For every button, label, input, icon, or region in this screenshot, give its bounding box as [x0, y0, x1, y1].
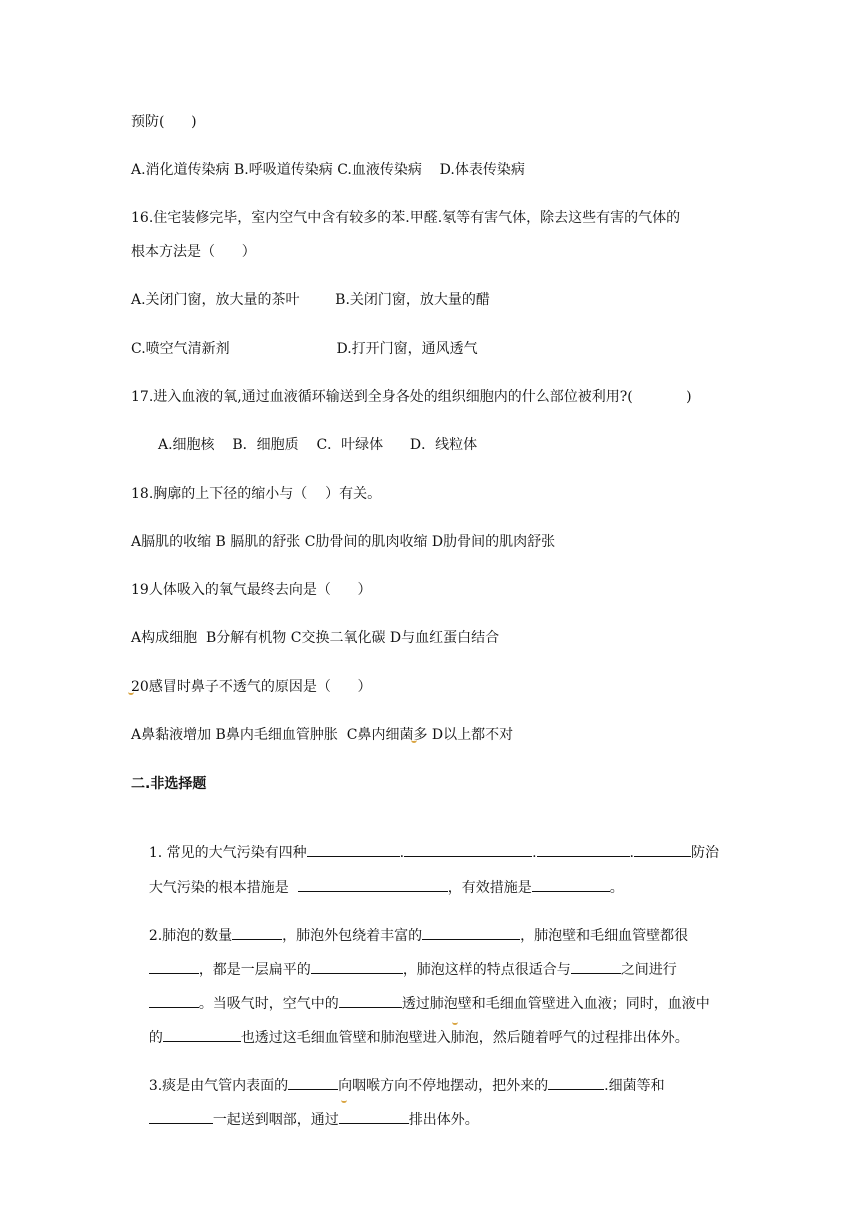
- answer-blank[interactable]: [537, 842, 630, 857]
- answer-blank[interactable]: [634, 842, 691, 857]
- fill-question-3-line-1: 3.痰是由气管内表面的 向咽喉方向不停地摆动，把外来的 .细菌等和: [131, 1055, 665, 1116]
- answer-blank[interactable]: [307, 842, 400, 857]
- question-16-options-cd: C.喷空气清新剂 D.打开门窗，通风透气: [131, 341, 478, 357]
- answer-blank[interactable]: [548, 1075, 604, 1090]
- question-18-stem: 18.胸廓的上下径的缩小与（ ）有关。: [131, 486, 382, 502]
- question-15-stem-tail: 预防( ): [131, 114, 197, 130]
- answer-blank[interactable]: [288, 1075, 338, 1090]
- fill-question-2-line-2: ，都是一层扁平的 ，肺泡这样的特点很适合与 之间进行: [131, 939, 677, 1000]
- answer-blank[interactable]: [339, 1109, 409, 1124]
- answer-blank[interactable]: [149, 993, 199, 1008]
- question-17-stem: 17.进入血液的氧,通过血液循环输送到全身各处的组织细胞内的什么部位被利用?( ): [131, 389, 692, 405]
- question-20-options: A鼻黏液增加 B鼻内毛细血管肿胀 C鼻内细菌多 D以上都不对: [131, 727, 514, 743]
- answer-blank[interactable]: [339, 993, 402, 1008]
- fill-question-3-line-2: 一起送到咽部，通过 排出体外。: [131, 1089, 479, 1150]
- answer-blank[interactable]: [311, 959, 403, 974]
- answer-blank[interactable]: [163, 1027, 241, 1042]
- answer-blank[interactable]: [149, 1109, 213, 1124]
- question-19-stem: 19人体吸入的氧气最终去向是（ ）: [131, 582, 372, 598]
- question-16-options-ab: A.关闭门窗，放大量的茶叶 B.关闭门窗，放大量的醋: [131, 292, 490, 308]
- answer-blank[interactable]: [422, 925, 520, 940]
- fill-question-1-line-2: 大气污染的根本措施是 ，有效措施是 。: [131, 857, 624, 918]
- answer-blank[interactable]: [404, 842, 532, 857]
- answer-blank[interactable]: [232, 925, 282, 940]
- question-15-options: A.消化道传染病 B.呼吸道传染病 C.血液传染病 D.体表传染病: [131, 162, 525, 178]
- fill-question-1-line-1: 1. 常见的大气污染有四种 . . . 防治: [131, 822, 719, 883]
- question-17-options: A.细胞核 B．细胞质 C．叶绿体 D．线粒体: [158, 437, 478, 453]
- answer-blank[interactable]: [298, 877, 448, 892]
- fill-question-2-line-1: 2.肺泡的数量 ，肺泡外包绕着丰富的 ，肺泡壁和毛细血管壁都很: [131, 905, 688, 966]
- question-20-stem: 20感冒时鼻子不透气的原因是（ ）: [131, 679, 372, 695]
- fill-question-2-line-3: 。当吸气时，空气中的 透过肺泡壁和毛细血管壁进入血液；同时，血液中: [131, 973, 710, 1034]
- section-heading: 二.非选择题: [131, 776, 207, 792]
- question-16-stem: 16.住宅装修完毕，室内空气中含有较多的苯.甲醛.氡等有害气体，除去这些有害的气体的: [131, 210, 681, 226]
- answer-blank[interactable]: [571, 959, 621, 974]
- fill-question-2-line-4: 的 也透过这毛细血管壁和肺泡壁进入肺泡，然后随着呼气的过程排出体外。: [131, 1007, 689, 1068]
- answer-blank[interactable]: [532, 877, 610, 892]
- question-19-options: A构成细胞 B分解有机物 C交换二氧化碳 D与血红蛋白结合: [131, 630, 500, 646]
- question-16-stem-cont: 根本方法是（ ）: [131, 244, 256, 260]
- question-18-options: A膈肌的收缩 B 膈肌的舒张 C肋骨间的肌肉收缩 D肋骨间的肌肉舒张: [131, 534, 556, 550]
- answer-blank[interactable]: [149, 959, 199, 974]
